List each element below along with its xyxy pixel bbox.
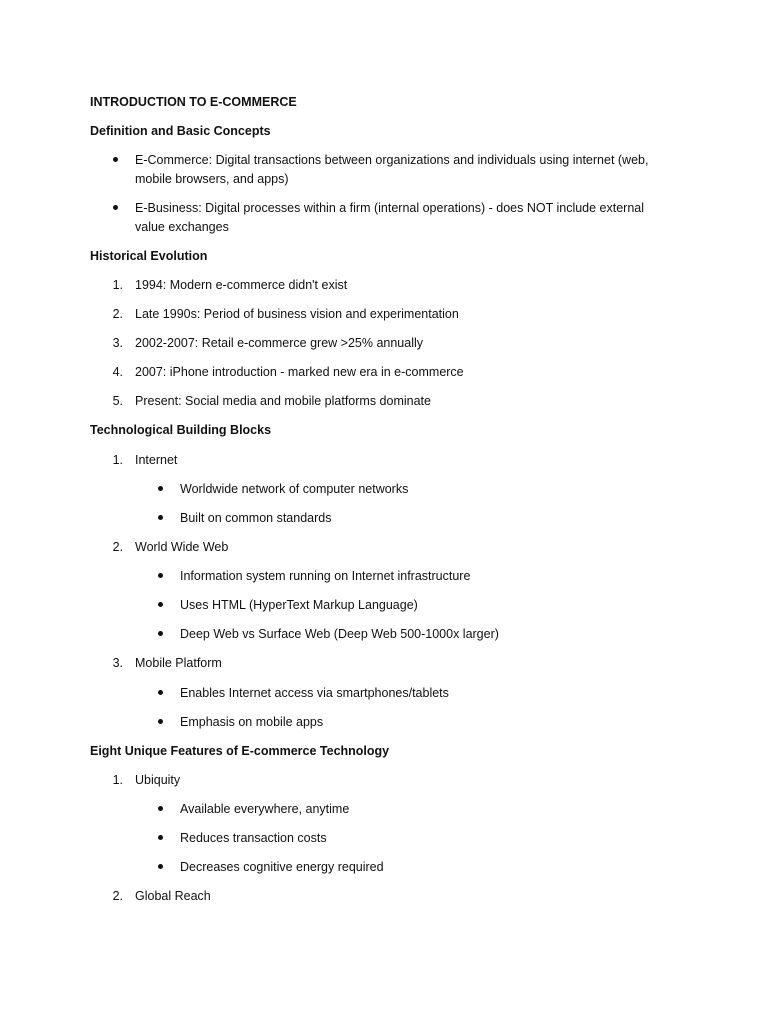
- bullet-marker: [158, 602, 163, 607]
- list-item: Global Reach: [135, 889, 211, 903]
- list-item: 2002-2007: Retail e-commerce grew >25% annually: [135, 336, 424, 350]
- sub-list-item: Uses HTML (HyperText Markup Language): [180, 598, 418, 612]
- bullet-marker: [158, 806, 163, 811]
- list-number: 1.: [112, 278, 123, 292]
- section-heading-unique-features: Eight Unique Features of E-commerce Technology: [90, 744, 390, 758]
- sub-list-item: Built on common standards: [180, 511, 332, 525]
- bullet-marker: [158, 835, 163, 840]
- section-heading-building-blocks: Technological Building Blocks: [90, 423, 272, 437]
- bullet-marker: [113, 205, 118, 210]
- section-heading-definition: Definition and Basic Concepts: [90, 124, 271, 138]
- list-number: 2.: [112, 889, 123, 903]
- list-item-line: E-Business: Digital processes within a firm (internal operations) - does NOT include external: [135, 201, 645, 215]
- sub-list-item: Available everywhere, anytime: [180, 802, 350, 816]
- section-heading-history: Historical Evolution: [90, 249, 208, 263]
- sub-list-item: Deep Web vs Surface Web (Deep Web 500-1000x larger): [180, 627, 499, 641]
- list-number: 3.: [112, 336, 123, 350]
- list-number: 1.: [112, 453, 123, 467]
- document-title: INTRODUCTION TO E-COMMERCE: [90, 95, 297, 109]
- list-item: Mobile Platform: [135, 656, 222, 670]
- bullet-marker: [158, 864, 163, 869]
- sub-list-item: Enables Internet access via smartphones/tablets: [180, 686, 449, 700]
- list-item: 2007: iPhone introduction - marked new era in e-commerce: [135, 365, 464, 379]
- bullet-marker: [158, 515, 163, 520]
- list-item: Late 1990s: Period of business vision and experimentation: [135, 307, 459, 321]
- sub-list-item: Decreases cognitive energy required: [180, 860, 384, 874]
- list-item: World Wide Web: [135, 540, 229, 554]
- sub-list-item: Emphasis on mobile apps: [180, 715, 324, 729]
- list-number: 5.: [112, 394, 123, 408]
- list-number: 3.: [112, 656, 123, 670]
- sub-list-item: Information system running on Internet infrastructure: [180, 569, 471, 583]
- bullet-marker: [158, 486, 163, 491]
- list-item-line: E-Commerce: Digital transactions between organizations and individuals using internet (web,: [135, 153, 649, 167]
- list-item: Present: Social media and mobile platforms dominate: [135, 394, 431, 408]
- list-number: 4.: [112, 365, 123, 379]
- sub-list-item: Worldwide network of computer networks: [180, 482, 409, 496]
- list-number: 1.: [112, 773, 123, 787]
- list-number: 2.: [112, 540, 123, 554]
- list-number: 2.: [112, 307, 123, 321]
- bullet-marker: [158, 719, 163, 724]
- bullet-marker: [113, 157, 118, 162]
- list-item: Ubiquity: [135, 773, 181, 787]
- bullet-marker: [158, 573, 163, 578]
- list-item: Internet: [135, 453, 178, 467]
- bullet-marker: [158, 690, 163, 695]
- list-item-line: mobile browsers, and apps): [135, 172, 289, 186]
- sub-list-item: Reduces transaction costs: [180, 831, 327, 845]
- bullet-marker: [158, 631, 163, 636]
- list-item: 1994: Modern e-commerce didn't exist: [135, 278, 348, 292]
- list-item-line: value exchanges: [135, 220, 229, 234]
